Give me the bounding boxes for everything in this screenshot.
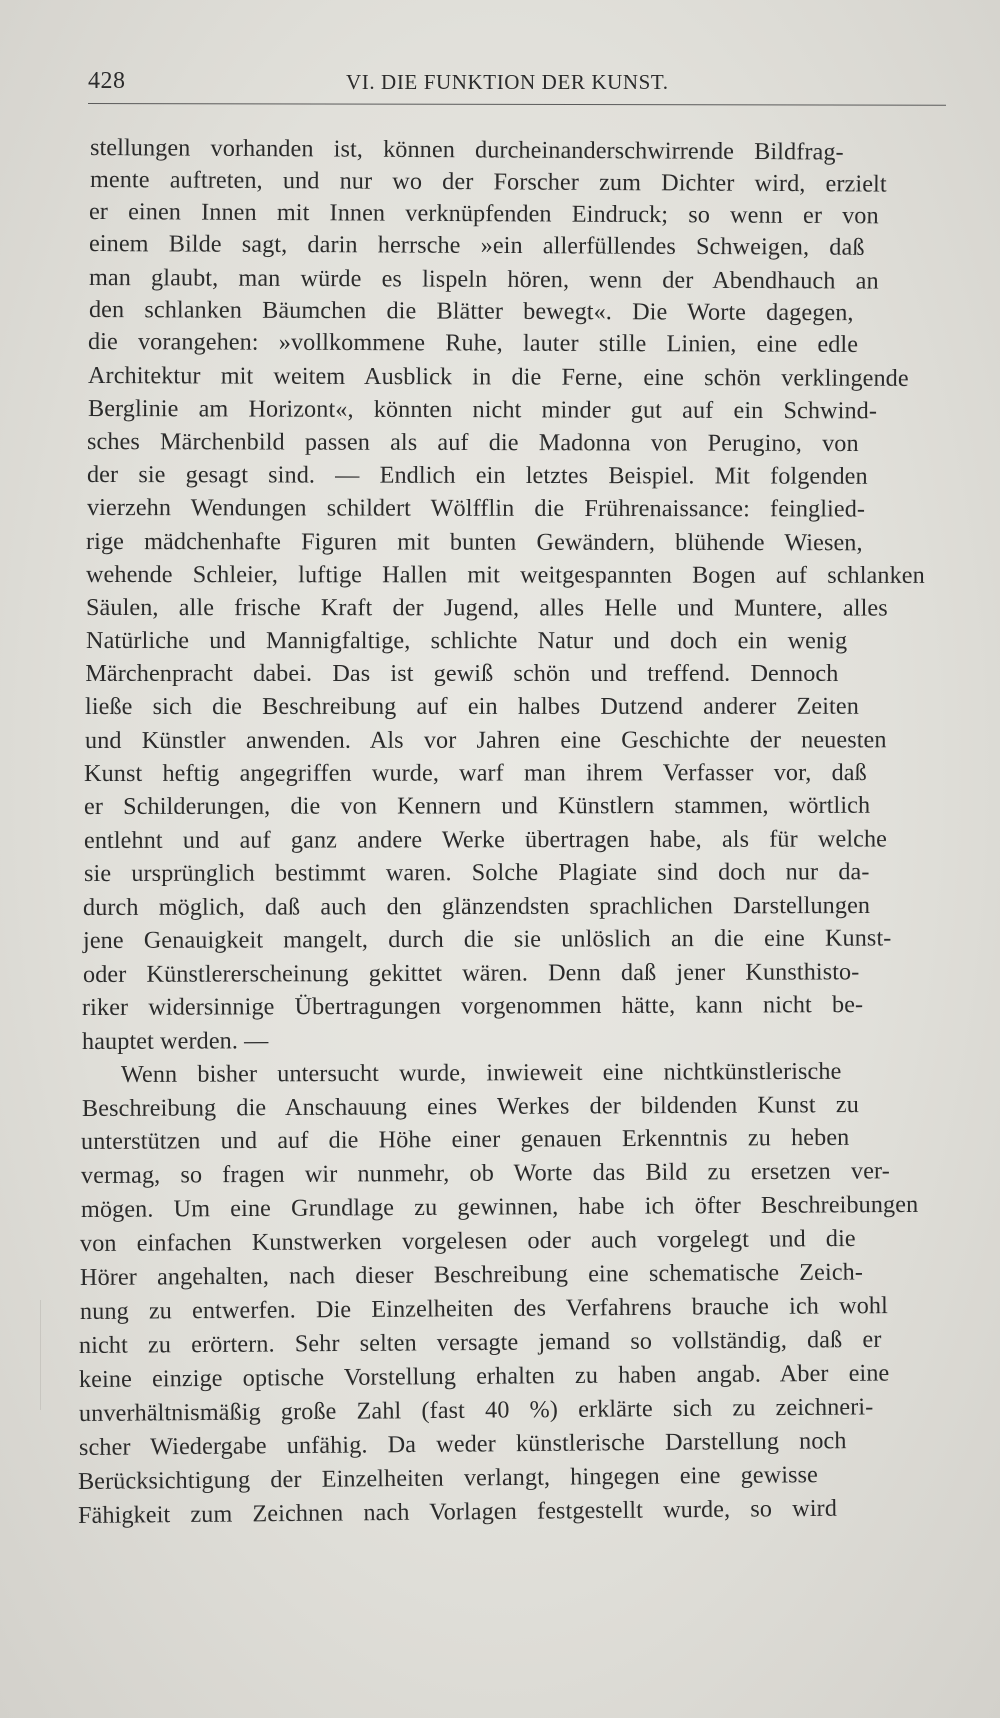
text-line: von einfachen Kunstwerken vorgelesen oder auch vorgelegt und die [80,1224,857,1257]
text-line: den schlanken Bäumchen die Blätter bewegt«. Die Worte dagegen, [88,296,854,327]
text-line: nicht zu erörtern. Sehr selten versagte jemand so vollständig, daß er [79,1325,882,1359]
text-line: er Schilderungen, die von Kennern und Künstlern stammen, wörtlich [84,791,871,820]
text-line: mögen. Um eine Grundlage zu gewinnen, habe ich öfter Beschreibungen [80,1190,918,1223]
text-line: Beschreibung die Anschauung eines Werkes der bildenden Kunst zu [81,1091,859,1122]
text-line: unterstützen und auf die Höhe einer genauen Erkenntnis zu heben [81,1123,850,1155]
text-line: durch möglich, daß auch den glänzendsten sprachlichen Darstellungen [83,891,871,921]
text-line: Märchenpracht dabei. Das ist gewiß schön und treffend. Dennoch [85,660,839,687]
text-line: einem Bilde sagt, darin herrsche »ein allerfüllendes Schweigen, daß [89,230,865,261]
text-line: und Künstler anwenden. Als vor Jahren eine Geschichte der neuesten [84,726,887,754]
text-line: Wenn bisher untersucht wurde, inwieweit eine nichtkünstlerische [121,1057,842,1088]
text-line: sie ursprünglich bestimmt waren. Solche Plagiate sind doch nur da- [83,858,870,887]
text-line: Berücksichtigung der Einzelheiten verlangt, hingegen eine gewisse [78,1461,819,1495]
text-line: riker widersinnige Übertragungen vorgenommen hätte, kann nicht be- [82,991,864,1021]
text-line: oder Künstlererscheinung gekittet wären. Denn daß jener Kunsthisto- [82,958,860,988]
text-line: vierzehn Wendungen schildert Wölfflin die Frührenaissance: feinglied- [86,494,865,523]
text-line: hauptet werden. — [82,1027,269,1055]
text-line: Säulen, alle frische Kraft der Jugend, alles Helle und Muntere, alles [85,594,888,622]
text-line: Natürliche und Mannigfaltige, schlichte Natur und doch ein wenig [85,627,847,655]
text-line: Fähigkeit zum Zeichnen nach Vorlagen festgestellt wurde, so wird [77,1494,838,1529]
text-line: scher Wiedergabe unfähig. Da weder künstlerische Darstellung noch [78,1427,847,1461]
text-line: keine einzige optische Vorstellung erhalten zu haben angab. Aber eine [79,1359,890,1393]
text-line: unverhältnismäßig große Zahl (fast 40 %) erklärte sich zu zeichneri- [78,1393,874,1427]
text-line: sches Märchenbild passen als auf die Madonna von Perugino, von [87,428,860,458]
text-line: jene Genauigkeit mangelt, durch die sie unlöslich an die eine Kunst- [82,924,892,954]
text-line: der sie gesagt sind. — Endlich ein letztes Beispiel. Mit folgenden [87,461,868,490]
text-line: Hörer angehalten, nach dieser Beschreibung eine schematische Zeich- [79,1258,864,1291]
running-head: VI. DIE FUNKTION DER KUNST. [346,70,669,94]
text-line: entlehnt und auf ganz andere Werke übertragen habe, als für welche [83,825,887,854]
text-line: nung zu entwerfen. Die Einzelheiten des Verfahrens brauche ich wohl [79,1292,888,1325]
text-line: Architektur mit weitem Ausblick in die Ferne, eine schön verklingende [87,362,909,392]
text-line: mente auftreten, und nur wo der Forscher zum Dichter wird, erzielt [89,166,887,198]
text-line: Kunst heftig angegriffen wurde, warf man ihrem Verfasser vor, daß [84,759,868,787]
text-line: rige mädchenhafte Figuren mit bunten Gewändern, blühende Wiesen, [86,528,864,557]
text-line: wehende Schleier, luftige Hallen mit weitgespannten Bogen auf schlanken [86,561,926,589]
text-line: ließe sich die Beschreibung auf ein halbes Dutzend anderer Zeiten [85,692,859,720]
text-line: stellungen vorhanden ist, können durcheinanderschwirrende Bildfrag- [89,134,844,166]
text-line: vermag, so fragen wir nunmehr, ob Worte das Bild zu ersetzen ver- [80,1157,890,1189]
text-line: die vorangehen: »vollkommene Ruhe, lauter stille Linien, eine edle [88,328,859,358]
page-number: 428 [88,68,126,94]
text-line: er einen Innen mit Innen verknüpfenden Eindruck; so wenn er von [89,198,880,230]
text-line: man glaubt, man würde es lispeln hören, wenn der Abendhauch an [88,264,879,295]
text-line: Berglinie am Horizont«, könnten nicht minder gut auf ein Schwind- [87,395,877,425]
